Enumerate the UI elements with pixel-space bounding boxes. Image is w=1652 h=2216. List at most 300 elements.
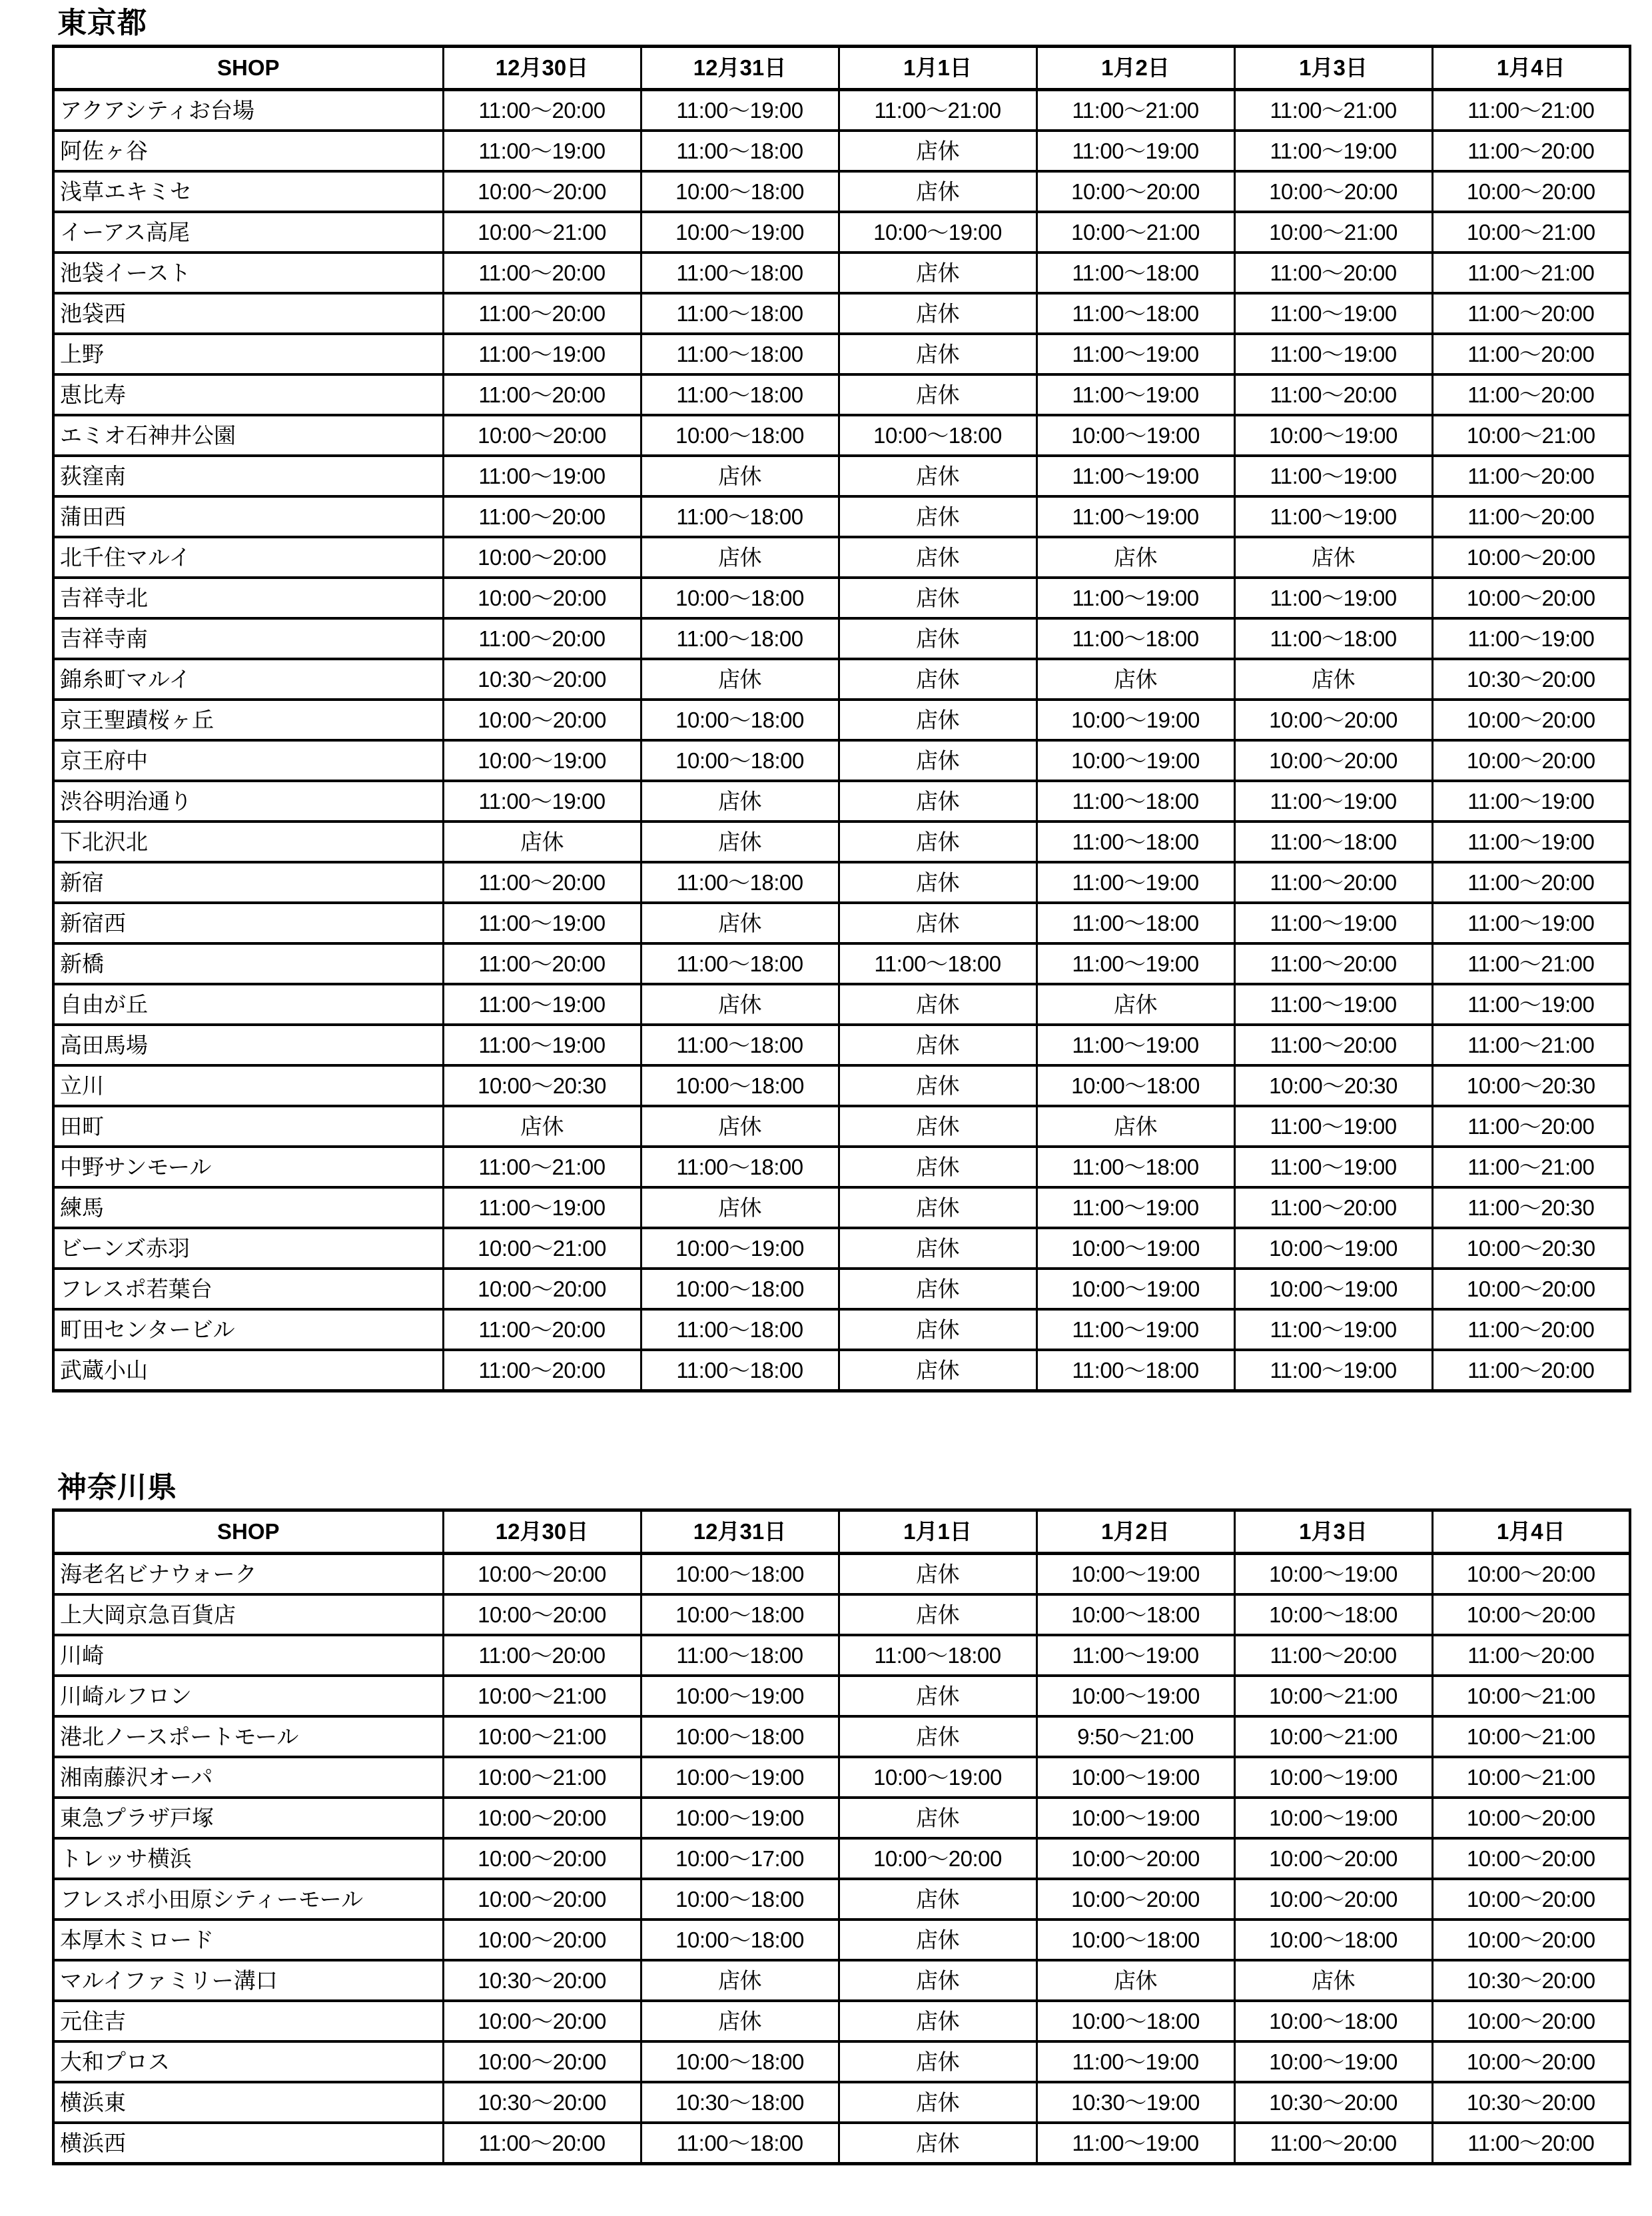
hours-cell: 11:00～21:00	[1432, 943, 1630, 984]
hours-cell: 11:00～18:00	[641, 253, 839, 293]
region-title-tokyo: 東京都	[57, 7, 147, 39]
shop-name: 荻窪南	[53, 456, 443, 496]
closed-cell: 店休	[1234, 659, 1432, 700]
hours-cell: 10:00～19:00	[1234, 2041, 1432, 2082]
table-row	[53, 1879, 1630, 1920]
hours-cell: 11:00～18:00	[641, 293, 839, 334]
shop-name: 立川	[53, 1065, 443, 1106]
hours-cell: 10:00～18:00	[641, 1269, 839, 1309]
shop-name: トレッサ横浜	[53, 1838, 443, 1879]
closed-cell: 店休	[839, 1594, 1036, 1635]
hours-cell: 10:00～20:00	[1234, 1879, 1432, 1920]
hours-cell: 11:00～18:00	[1036, 618, 1234, 659]
hours-cell: 11:00～19:00	[1036, 374, 1234, 415]
hours-cell: 10:00～20:00	[1036, 1838, 1234, 1879]
hours-cell: 10:00～18:00	[839, 415, 1036, 456]
closed-cell: 店休	[641, 2001, 839, 2041]
hours-cell: 11:00～20:00	[443, 1309, 641, 1350]
column-header-date: 1月3日	[1234, 47, 1432, 90]
hours-cell: 10:30～20:00	[443, 659, 641, 700]
shop-name: 錦糸町マルイ	[53, 659, 443, 700]
shop-name: 浅草エキミセ	[53, 171, 443, 212]
table-row	[53, 537, 1630, 578]
hours-cell: 10:00～19:00	[641, 212, 839, 253]
hours-cell: 10:00～20:00	[1432, 1798, 1630, 1838]
table-row	[53, 578, 1630, 618]
shop-name: アクアシティお台場	[53, 90, 443, 131]
hours-cell: 11:00～19:00	[443, 1025, 641, 1065]
closed-cell: 店休	[839, 659, 1036, 700]
closed-cell: 店休	[839, 496, 1036, 537]
hours-cell: 11:00～20:00	[1432, 374, 1630, 415]
hours-cell: 10:00～19:00	[641, 1676, 839, 1716]
hours-cell: 10:00～20:00	[1432, 740, 1630, 781]
hours-cell: 10:00～18:00	[1036, 1065, 1234, 1106]
closed-cell: 店休	[839, 2082, 1036, 2123]
hours-cell: 11:00～19:00	[641, 90, 839, 131]
hours-cell: 11:00～20:00	[443, 943, 641, 984]
hours-cell: 10:00～19:00	[443, 740, 641, 781]
hours-cell: 11:00～20:30	[1432, 1187, 1630, 1228]
hours-cell: 11:00～19:00	[1432, 618, 1630, 659]
hours-cell: 11:00～20:00	[443, 253, 641, 293]
closed-cell: 店休	[839, 537, 1036, 578]
hours-cell: 11:00～19:00	[443, 1187, 641, 1228]
hours-cell: 11:00～19:00	[1234, 984, 1432, 1025]
hours-cell: 11:00～18:00	[641, 1350, 839, 1391]
hours-cell: 11:00～19:00	[1036, 456, 1234, 496]
hours-cell: 11:00～20:00	[1432, 1106, 1630, 1147]
hours-cell: 11:00～20:00	[443, 1635, 641, 1676]
closed-cell: 店休	[1234, 1960, 1432, 2001]
closed-cell: 店休	[641, 537, 839, 578]
closed-cell: 店休	[839, 2001, 1036, 2041]
closed-cell: 店休	[641, 1106, 839, 1147]
hours-cell: 10:30～20:00	[1432, 659, 1630, 700]
closed-cell: 店休	[1036, 659, 1234, 700]
hours-cell: 10:00～20:00	[1234, 171, 1432, 212]
hours-cell: 10:00～18:00	[641, 1554, 839, 1595]
column-header-date: 1月4日	[1432, 1510, 1630, 1554]
hours-cell: 10:00～20:00	[1432, 1920, 1630, 1960]
hours-cell: 11:00～20:00	[1432, 456, 1630, 496]
hours-cell: 11:00～18:00	[641, 496, 839, 537]
hours-cell: 10:00～19:00	[1036, 1798, 1234, 1838]
hours-cell: 10:00～20:00	[1036, 171, 1234, 212]
hours-cell: 10:00～19:00	[1234, 1228, 1432, 1269]
closed-cell: 店休	[839, 1269, 1036, 1309]
hours-cell: 11:00～18:00	[1234, 822, 1432, 862]
closed-cell: 店休	[839, 1025, 1036, 1065]
hours-cell: 10:30～20:00	[1432, 1960, 1630, 2001]
hours-cell: 10:00～18:00	[641, 578, 839, 618]
closed-cell: 店休	[1036, 1106, 1234, 1147]
closed-cell: 店休	[641, 984, 839, 1025]
schedule-table-kanagawa	[52, 1508, 1631, 2165]
hours-cell: 10:00～21:00	[1432, 1757, 1630, 1798]
hours-cell: 10:00～18:00	[641, 700, 839, 740]
column-header-shop: SHOP	[53, 1510, 443, 1554]
hours-cell: 11:00～19:00	[1432, 984, 1630, 1025]
header-row	[53, 1510, 1630, 1554]
closed-cell: 店休	[1036, 1960, 1234, 2001]
hours-cell: 11:00～19:00	[1234, 334, 1432, 374]
column-header-date: 12月30日	[443, 1510, 641, 1554]
hours-cell: 10:00～20:00	[443, 1554, 641, 1595]
hours-cell: 11:00～20:00	[1432, 862, 1630, 903]
hours-cell: 11:00～19:00	[1234, 1309, 1432, 1350]
closed-cell: 店休	[839, 1228, 1036, 1269]
closed-cell: 店休	[839, 253, 1036, 293]
hours-cell: 10:30～20:00	[443, 1960, 641, 2001]
hours-cell: 11:00～19:00	[1432, 781, 1630, 822]
column-header-date: 12月31日	[641, 1510, 839, 1554]
hours-cell: 10:00～20:00	[1234, 700, 1432, 740]
closed-cell: 店休	[839, 374, 1036, 415]
hours-cell: 10:00～20:00	[839, 1838, 1036, 1879]
closed-cell: 店休	[839, 1309, 1036, 1350]
shop-name: 武蔵小山	[53, 1350, 443, 1391]
closed-cell: 店休	[839, 984, 1036, 1025]
closed-cell: 店休	[839, 1147, 1036, 1187]
hours-cell: 11:00～21:00	[1036, 90, 1234, 131]
closed-cell: 店休	[839, 1187, 1036, 1228]
closed-cell: 店休	[839, 700, 1036, 740]
closed-cell: 店休	[839, 2041, 1036, 2082]
hours-cell: 10:00～21:00	[443, 212, 641, 253]
hours-cell: 11:00～20:00	[1234, 2123, 1432, 2164]
table-row	[53, 1757, 1630, 1798]
hours-cell: 11:00～20:00	[1432, 334, 1630, 374]
hours-cell: 11:00～18:00	[641, 334, 839, 374]
hours-cell: 10:00～20:00	[1432, 1554, 1630, 1595]
closed-cell: 店休	[839, 903, 1036, 943]
hours-cell: 11:00～19:00	[443, 334, 641, 374]
hours-cell: 11:00～18:00	[641, 618, 839, 659]
table-row	[53, 740, 1630, 781]
hours-cell: 11:00～20:00	[1432, 131, 1630, 171]
hours-cell: 9:50～21:00	[1036, 1716, 1234, 1757]
hours-cell: 11:00～19:00	[1234, 131, 1432, 171]
closed-cell: 店休	[839, 2123, 1036, 2164]
table-row	[53, 496, 1630, 537]
hours-cell: 11:00～19:00	[1234, 903, 1432, 943]
hours-cell: 11:00～19:00	[1036, 578, 1234, 618]
hours-cell: 11:00～19:00	[1036, 2123, 1234, 2164]
hours-cell: 10:00～21:00	[1234, 1676, 1432, 1716]
hours-cell: 11:00～21:00	[1234, 90, 1432, 131]
hours-cell: 10:00～20:00	[1432, 171, 1630, 212]
hours-cell: 11:00～19:00	[1234, 293, 1432, 334]
hours-cell: 10:30～20:00	[443, 2082, 641, 2123]
table-row	[53, 1798, 1630, 1838]
closed-cell: 店休	[839, 1065, 1036, 1106]
hours-cell: 10:00～20:00	[1234, 740, 1432, 781]
hours-cell: 10:00～18:00	[641, 171, 839, 212]
hours-cell: 10:00～20:00	[443, 1879, 641, 1920]
hours-cell: 10:00～21:00	[443, 1676, 641, 1716]
hours-cell: 10:00～19:00	[1036, 1228, 1234, 1269]
hours-cell: 10:00～20:00	[1432, 537, 1630, 578]
hours-cell: 11:00～20:00	[443, 374, 641, 415]
hours-cell: 11:00～19:00	[1036, 1187, 1234, 1228]
table-row	[53, 171, 1630, 212]
hours-cell: 10:00～19:00	[1234, 1554, 1432, 1595]
hours-cell: 10:00～19:00	[839, 212, 1036, 253]
hours-cell: 10:00～20:00	[1432, 1594, 1630, 1635]
hours-cell: 10:00～20:00	[443, 171, 641, 212]
hours-cell: 11:00～18:00	[1234, 618, 1432, 659]
shop-name: 新橋	[53, 943, 443, 984]
column-header-date: 1月4日	[1432, 47, 1630, 90]
hours-cell: 11:00～18:00	[839, 943, 1036, 984]
hours-cell: 10:00～18:00	[1036, 1594, 1234, 1635]
table-row	[53, 2123, 1630, 2164]
table-row	[53, 1187, 1630, 1228]
hours-cell: 11:00～20:00	[1234, 374, 1432, 415]
hours-cell: 10:00～20:00	[443, 1269, 641, 1309]
closed-cell: 店休	[641, 903, 839, 943]
column-header-date: 1月1日	[839, 47, 1036, 90]
hours-cell: 10:00～18:00	[1036, 1920, 1234, 1960]
shop-name: 高田馬場	[53, 1025, 443, 1065]
closed-cell: 店休	[443, 822, 641, 862]
table-row	[53, 2082, 1630, 2123]
closed-cell: 店休	[641, 822, 839, 862]
hours-cell: 11:00～19:00	[1036, 862, 1234, 903]
shop-name: 池袋西	[53, 293, 443, 334]
hours-cell: 11:00～19:00	[1234, 1350, 1432, 1391]
hours-cell: 11:00～18:00	[641, 131, 839, 171]
closed-cell: 店休	[839, 1879, 1036, 1920]
hours-cell: 11:00～20:00	[443, 1350, 641, 1391]
closed-cell: 店休	[641, 456, 839, 496]
closed-cell: 店休	[1036, 984, 1234, 1025]
table-row	[53, 374, 1630, 415]
hours-cell: 11:00～21:00	[1432, 253, 1630, 293]
hours-cell: 11:00～20:00	[1432, 2123, 1630, 2164]
hours-cell: 10:00～20:00	[1234, 1838, 1432, 1879]
table-row	[53, 131, 1630, 171]
hours-cell: 10:30～19:00	[1036, 2082, 1234, 2123]
hours-cell: 10:00～19:00	[839, 1757, 1036, 1798]
hours-cell: 11:00～20:00	[1234, 1187, 1432, 1228]
hours-cell: 10:00～20:00	[1432, 700, 1630, 740]
table-row	[53, 2041, 1630, 2082]
closed-cell: 店休	[839, 1920, 1036, 1960]
hours-cell: 11:00～20:00	[1234, 253, 1432, 293]
shop-name: エミオ石神井公園	[53, 415, 443, 456]
hours-cell: 11:00～19:00	[1432, 903, 1630, 943]
closed-cell: 店休	[839, 1106, 1036, 1147]
hours-cell: 10:00～20:00	[1036, 1879, 1234, 1920]
hours-cell: 11:00～19:00	[443, 781, 641, 822]
hours-cell: 11:00～19:00	[443, 984, 641, 1025]
closed-cell: 店休	[839, 293, 1036, 334]
closed-cell: 店休	[839, 740, 1036, 781]
table-row	[53, 1309, 1630, 1350]
hours-cell: 10:00～20:00	[1432, 1879, 1630, 1920]
hours-cell: 11:00～20:00	[1432, 1635, 1630, 1676]
hours-cell: 10:00～20:00	[443, 578, 641, 618]
shop-name: 吉祥寺南	[53, 618, 443, 659]
table-row	[53, 1920, 1630, 1960]
hours-cell: 11:00～20:00	[443, 618, 641, 659]
hours-cell: 11:00～21:00	[1432, 90, 1630, 131]
hours-cell: 11:00～19:00	[1234, 496, 1432, 537]
hours-cell: 11:00～19:00	[1036, 334, 1234, 374]
hours-cell: 10:00～20:00	[1432, 1838, 1630, 1879]
hours-cell: 10:00～21:00	[1432, 1676, 1630, 1716]
shop-name: 上大岡京急百貨店	[53, 1594, 443, 1635]
hours-cell: 11:00～19:00	[1036, 131, 1234, 171]
hours-cell: 10:00～21:00	[1234, 1716, 1432, 1757]
hours-cell: 10:00～19:00	[1036, 1554, 1234, 1595]
table-row	[53, 618, 1630, 659]
hours-cell: 10:00～21:00	[1036, 212, 1234, 253]
table-row	[53, 984, 1630, 1025]
shop-name: フレスポ若葉台	[53, 1269, 443, 1309]
hours-cell: 10:00～20:00	[443, 1838, 641, 1879]
hours-cell: 11:00～18:00	[641, 2123, 839, 2164]
column-header-shop: SHOP	[53, 47, 443, 90]
shop-name: 阿佐ヶ谷	[53, 131, 443, 171]
closed-cell: 店休	[839, 1798, 1036, 1838]
table-row	[53, 862, 1630, 903]
hours-cell: 11:00～20:00	[1234, 862, 1432, 903]
hours-cell: 11:00～19:00	[1432, 822, 1630, 862]
column-header-date: 12月30日	[443, 47, 641, 90]
hours-cell: 11:00～18:00	[1036, 781, 1234, 822]
hours-cell: 10:00～18:00	[1234, 1920, 1432, 1960]
hours-cell: 10:00～19:00	[1036, 740, 1234, 781]
hours-cell: 10:00～19:00	[1234, 1757, 1432, 1798]
hours-cell: 10:00～21:00	[443, 1228, 641, 1269]
hours-cell: 11:00～21:00	[1432, 1025, 1630, 1065]
table-row	[53, 1594, 1630, 1635]
hours-cell: 10:00～20:30	[1432, 1228, 1630, 1269]
shop-name: 川崎	[53, 1635, 443, 1676]
shop-name: 東急プラザ戸塚	[53, 1798, 443, 1838]
hours-cell: 11:00～18:00	[1036, 253, 1234, 293]
table-row	[53, 334, 1630, 374]
hours-cell: 10:00～19:00	[1036, 1269, 1234, 1309]
hours-cell: 11:00～18:00	[641, 1025, 839, 1065]
hours-cell: 10:00～18:00	[641, 2041, 839, 2082]
column-header-date: 1月1日	[839, 1510, 1036, 1554]
hours-cell: 11:00～20:00	[443, 862, 641, 903]
table-row	[53, 1228, 1630, 1269]
table-row	[53, 1554, 1630, 1595]
hours-cell: 10:00～20:00	[443, 415, 641, 456]
hours-cell: 10:00～19:00	[1036, 1676, 1234, 1716]
column-header-date: 1月2日	[1036, 47, 1234, 90]
hours-cell: 11:00～18:00	[1036, 903, 1234, 943]
hours-cell: 10:00～20:30	[1234, 1065, 1432, 1106]
hours-cell: 11:00～19:00	[1036, 1025, 1234, 1065]
table-row	[53, 1838, 1630, 1879]
table-row	[53, 1106, 1630, 1147]
schedule-table-tokyo	[52, 45, 1631, 1392]
table-row	[53, 1716, 1630, 1757]
table-row	[53, 1269, 1630, 1309]
hours-cell: 11:00～18:00	[1036, 293, 1234, 334]
hours-cell: 10:00～21:00	[1432, 212, 1630, 253]
shop-name: 横浜東	[53, 2082, 443, 2123]
hours-cell: 10:00～18:00	[641, 1716, 839, 1757]
closed-cell: 店休	[641, 781, 839, 822]
hours-cell: 11:00～19:00	[1234, 781, 1432, 822]
region-title-kanagawa: 神奈川県	[57, 1471, 177, 1504]
hours-cell: 10:00～18:00	[1036, 2001, 1234, 2041]
closed-cell: 店休	[641, 659, 839, 700]
table-row	[53, 415, 1630, 456]
hours-cell: 11:00～20:00	[443, 496, 641, 537]
hours-cell: 11:00～20:00	[443, 90, 641, 131]
hours-cell: 10:00～19:00	[1234, 415, 1432, 456]
hours-cell: 11:00～18:00	[1036, 1147, 1234, 1187]
table-row	[53, 1147, 1630, 1187]
closed-cell: 店休	[1234, 537, 1432, 578]
hours-cell: 10:00～21:00	[443, 1757, 641, 1798]
shop-name: 本厚木ミロード	[53, 1920, 443, 1960]
closed-cell: 店休	[1036, 537, 1234, 578]
table-row	[53, 1025, 1630, 1065]
table-row	[53, 293, 1630, 334]
table-row	[53, 1350, 1630, 1391]
hours-cell: 10:00～21:00	[443, 1716, 641, 1757]
hours-cell: 11:00～21:00	[839, 90, 1036, 131]
shop-name: 川崎ルフロン	[53, 1676, 443, 1716]
hours-cell: 11:00～18:00	[641, 1147, 839, 1187]
hours-cell: 10:00～20:00	[443, 700, 641, 740]
hours-cell: 10:30～20:00	[1432, 2082, 1630, 2123]
hours-cell: 10:00～18:00	[641, 1065, 839, 1106]
closed-cell: 店休	[839, 781, 1036, 822]
shop-name: 町田センタービル	[53, 1309, 443, 1350]
closed-cell: 店休	[839, 131, 1036, 171]
table-row	[53, 1065, 1630, 1106]
hours-cell: 10:00～20:00	[1432, 578, 1630, 618]
closed-cell: 店休	[641, 1960, 839, 2001]
column-header-date: 1月2日	[1036, 1510, 1234, 1554]
hours-cell: 11:00～19:00	[1036, 943, 1234, 984]
hours-cell: 11:00～18:00	[641, 1635, 839, 1676]
shop-name: 下北沢北	[53, 822, 443, 862]
shop-name: 上野	[53, 334, 443, 374]
hours-cell: 10:00～19:00	[1036, 415, 1234, 456]
hours-cell: 11:00～19:00	[443, 456, 641, 496]
closed-cell: 店休	[839, 1676, 1036, 1716]
hours-cell: 10:00～20:00	[443, 537, 641, 578]
shop-name: 恵比寿	[53, 374, 443, 415]
hours-cell: 10:00～18:00	[641, 740, 839, 781]
hours-cell: 11:00～20:00	[1234, 1025, 1432, 1065]
column-header-date: 12月31日	[641, 47, 839, 90]
hours-cell: 10:00～17:00	[641, 1838, 839, 1879]
closed-cell: 店休	[641, 1187, 839, 1228]
shop-name: 田町	[53, 1106, 443, 1147]
hours-cell: 10:00～18:00	[641, 1920, 839, 1960]
closed-cell: 店休	[839, 822, 1036, 862]
hours-cell: 10:00～20:00	[1432, 2001, 1630, 2041]
table-row	[53, 1960, 1630, 2001]
hours-cell: 11:00～21:00	[443, 1147, 641, 1187]
hours-cell: 10:00～21:00	[1234, 212, 1432, 253]
closed-cell: 店休	[839, 1960, 1036, 2001]
table-row	[53, 659, 1630, 700]
shop-name: 大和プロス	[53, 2041, 443, 2082]
